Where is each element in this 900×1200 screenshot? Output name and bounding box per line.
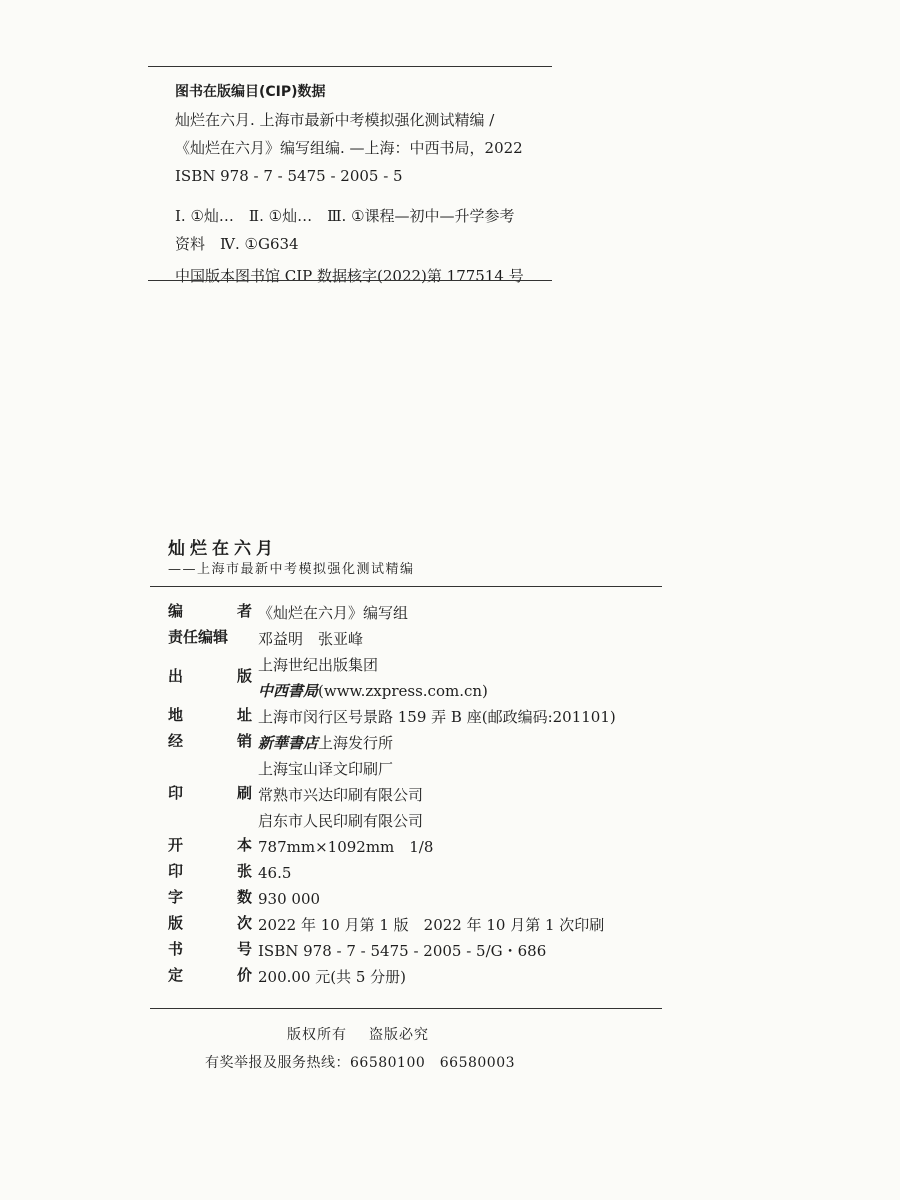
book-subtitle: ——上海市最新中考模拟强化测试精编 — [168, 562, 415, 577]
info-row-address — [168, 704, 616, 730]
info-row-price — [168, 964, 616, 990]
info-row-word-count — [168, 886, 616, 912]
publisher-website: (www.zxpress.com.cn) — [318, 682, 488, 700]
cip-title-line: 灿烂在六月. 上海市最新中考模拟强化测试精编 / — [175, 111, 495, 129]
info-label-responsible-editor: 责任编辑 — [168, 628, 229, 646]
info-row-editor — [168, 600, 616, 626]
rights-reserved: 版权所有 — [287, 1027, 347, 1043]
info-row-publisher — [168, 652, 616, 704]
info-label-sheets: 印 张 — [168, 862, 252, 880]
info-value-publisher-imprint — [258, 678, 488, 704]
piracy-warning: 盗版必究 — [369, 1027, 429, 1043]
info-value-printer-1: 上海宝山译文印刷厂 — [258, 760, 394, 778]
cip-editor-line: 《灿烂在六月》编写组编. —上海：中西书局，2022 — [175, 139, 523, 157]
cip-isbn-line: ISBN 978 - 7 - 5475 - 2005 - 5 — [175, 167, 403, 185]
info-row-isbn — [168, 938, 616, 964]
info-bottom-rule — [150, 1008, 662, 1009]
cip-classification-line-2: 资料 Ⅳ. ①G634 — [175, 235, 299, 253]
info-value-printer-2: 常熟市兴达印刷有限公司 — [258, 786, 424, 804]
publication-info — [168, 600, 616, 990]
info-value-word-count: 930 000 — [258, 890, 321, 908]
info-row-edition — [168, 912, 616, 938]
info-value-distribution: 新華書店上海发行所 — [258, 734, 394, 752]
info-value-publisher-group: 上海世纪出版集团 — [258, 656, 379, 674]
info-row-responsible-editor — [168, 626, 616, 652]
info-label-word-count: 字 数 — [168, 888, 252, 906]
info-row-sheets — [168, 860, 616, 886]
cip-record-number: 中国版本图书馆 CIP 数据核字(2022)第 177514 号 — [175, 267, 524, 285]
info-value-editor: 《灿烂在六月》编写组 — [258, 604, 409, 622]
info-label-editor: 编 者 — [168, 602, 252, 620]
xinhua-bookstore-logo: 新華書店 — [258, 734, 319, 752]
book-title: 灿烂在六月 — [168, 539, 278, 559]
info-label-price: 定 价 — [168, 966, 252, 984]
copyright-notice — [287, 1024, 429, 1044]
info-value-format: 787mm×1092mm 1/8 — [258, 838, 434, 856]
report-hotline: 有奖举报及服务热线：66580100 66580003 — [205, 1055, 516, 1071]
zhongxi-shuju-logo: 中西書局 — [258, 682, 319, 700]
info-value-address: 上海市闵行区号景路 159 弄 B 座(邮政编码:201101) — [258, 708, 616, 726]
info-label-isbn: 书 号 — [168, 940, 252, 958]
info-row-distribution — [168, 730, 616, 756]
info-value-printer-3: 启东市人民印刷有限公司 — [258, 812, 424, 830]
info-label-distribution: 经 销 — [168, 732, 252, 750]
info-row-format — [168, 834, 616, 860]
info-value-isbn: ISBN 978 - 7 - 5475 - 2005 - 5/G・686 — [258, 942, 547, 960]
info-label-format: 开 本 — [168, 836, 252, 854]
info-label-address: 地 址 — [168, 706, 252, 724]
info-value-price: 200.00 元(共 5 分册) — [258, 968, 407, 986]
info-value-sheets: 46.5 — [258, 864, 292, 882]
cip-classification-line: Ⅰ. ①灿… Ⅱ. ①灿… Ⅲ. ①课程—初中—升学参考 — [175, 207, 515, 225]
cip-heading: 图书在版编目(CIP)数据 — [175, 84, 326, 100]
info-label-publisher: 出 版 — [168, 667, 252, 685]
cip-block — [175, 78, 565, 290]
cip-top-rule — [148, 66, 552, 67]
info-value-responsible-editor: 邓益明 张亚峰 — [258, 630, 364, 648]
info-row-printing — [168, 756, 616, 834]
info-label-printing: 印 刷 — [168, 784, 252, 802]
cip-bottom-rule — [148, 280, 552, 281]
info-label-edition: 版 次 — [168, 914, 252, 932]
info-value-edition: 2022 年 10 月第 1 版 2022 年 10 月第 1 次印刷 — [258, 916, 605, 934]
info-top-rule — [150, 586, 662, 587]
